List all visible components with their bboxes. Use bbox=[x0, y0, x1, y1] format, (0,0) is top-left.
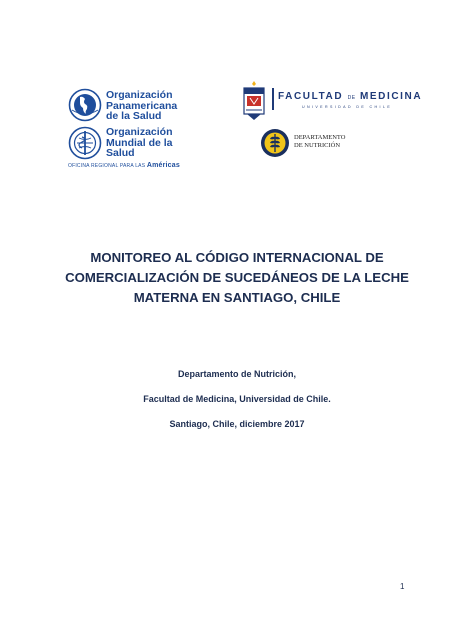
who-name-line: Organización bbox=[106, 126, 173, 138]
department-line: Departamento de Nutrición, bbox=[177, 369, 296, 379]
facultad-subtitle: UNIVERSIDAD DE CHILE bbox=[302, 105, 393, 109]
who-emblem-icon bbox=[68, 126, 102, 160]
who-region-name: Américas bbox=[146, 162, 180, 169]
document-title bbox=[40, 248, 434, 308]
facultad-title-a: FACULTAD bbox=[278, 91, 344, 102]
paho-name bbox=[106, 90, 177, 122]
who-name bbox=[106, 127, 198, 159]
faculty-line: Facultad de Medicina, Universidad de Chile. bbox=[143, 394, 331, 404]
nutricion-seal-icon bbox=[260, 128, 290, 158]
paho-name-line: Organización bbox=[106, 89, 173, 101]
paho-name-line: Panamericana bbox=[106, 99, 178, 112]
facultad-shield-icon bbox=[242, 80, 266, 122]
document-title-line: COMERCIALIZACIÓN DE SUCEDÁNEOS DE LA LECHE bbox=[65, 270, 409, 285]
paho-globe-emblem-icon bbox=[68, 88, 102, 122]
nutricion-logo bbox=[260, 128, 360, 160]
facultad-title bbox=[278, 91, 422, 102]
nutricion-name-line: DE NUTRICIÓN bbox=[294, 142, 341, 149]
paho-name-line: de la Salud bbox=[106, 110, 162, 122]
facultad-divider bbox=[272, 88, 274, 110]
place-date-line: Santiago, Chile, diciembre 2017 bbox=[169, 419, 305, 429]
who-region bbox=[68, 162, 180, 169]
who-region-small: OFICINA REGIONAL PARA LAS bbox=[68, 163, 146, 169]
page-number: 1 bbox=[400, 582, 405, 591]
facultad-title-de: DE bbox=[347, 95, 356, 101]
facultad-medicina-logo bbox=[242, 80, 423, 124]
who-logo bbox=[68, 126, 198, 169]
document-title-line: MATERNA EN SANTIAGO, CHILE bbox=[133, 290, 341, 305]
facultad-title-b: MEDICINA bbox=[359, 91, 423, 102]
document-title-line: MONITOREO AL CÓDIGO INTERNACIONAL DE bbox=[90, 250, 384, 265]
nutricion-name bbox=[294, 134, 345, 150]
who-name-line: Mundial de la Salud bbox=[106, 136, 173, 159]
nutricion-name-line: DEPARTAMENTO bbox=[294, 134, 346, 141]
paho-logo bbox=[68, 88, 198, 124]
